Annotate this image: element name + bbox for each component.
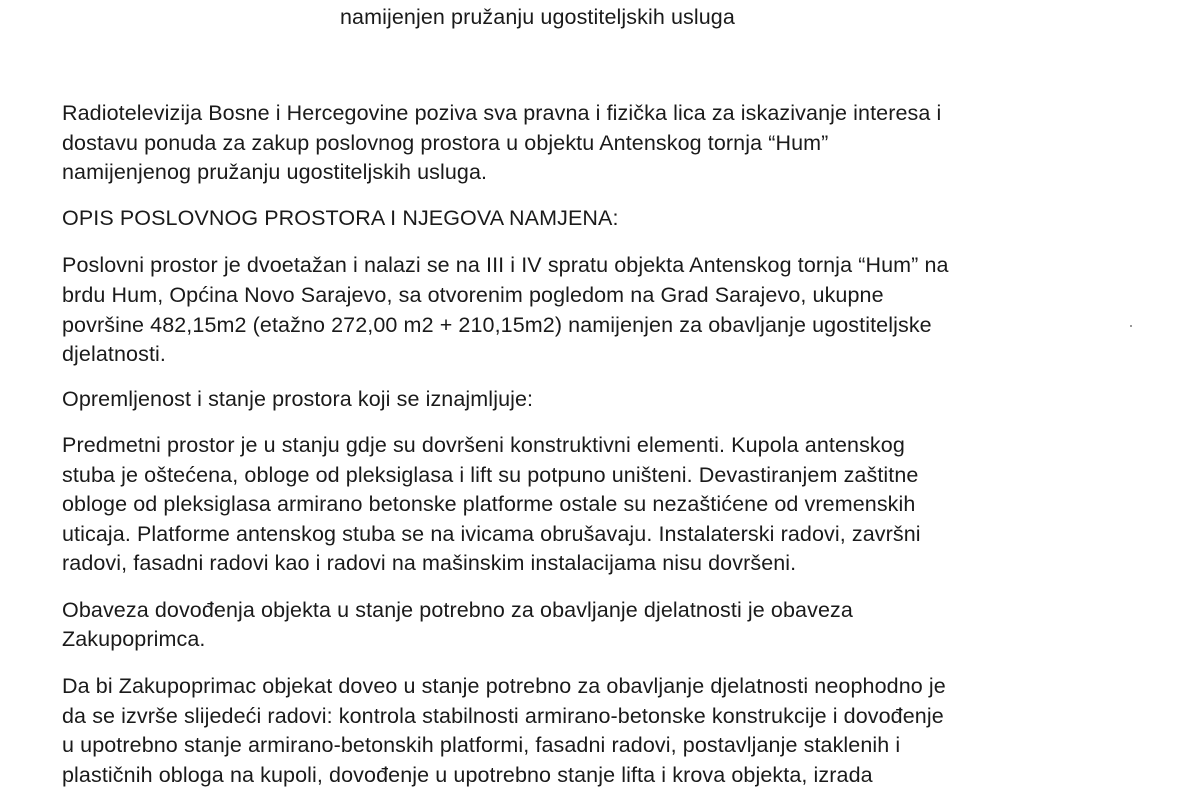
text-line: Da bi Zakupoprimac objekat doveo u stanje potrebno za obavljanje djelatnosti neophodno je xyxy=(62,674,946,698)
text-line: plastičnih obloga na kupoli, dovođenje u upotrebno stanje lifta i krova objekta, izrada xyxy=(62,763,873,787)
text-line: površine 482,15m2 (etažno 272,00 m2 + 210,15m2) namijenjen za obavljanje ugostiteljske xyxy=(62,313,932,337)
text-line: Obaveza dovođenja objekta u stanje potrebno za obavljanje djelatnosti je obaveza xyxy=(62,598,853,622)
scan-speck xyxy=(1130,325,1132,327)
text-line: namijenjenog pružanju ugostiteljskih usluga. xyxy=(62,160,488,184)
text-line: u upotrebno stanje armirano-betonskih platformi, fasadni radovi, postavljanje staklenih i xyxy=(62,733,901,757)
text-line: uticaja. Platforme antenskog stuba se na ivicama obrušavaju. Instalaterski radovi, završni xyxy=(62,522,921,546)
text-line: Poslovni prostor je dvoetažan i nalazi se na III i IV spratu objekta Antenskog tornja “Hum” na xyxy=(62,253,949,277)
subheading-equipment: Opremljenost i stanje prostora koji se iznajmljuje: xyxy=(62,387,534,411)
section-heading: OPIS POSLOVNOG PROSTORA I NJEGOVA NAMJENA: xyxy=(62,206,619,230)
text-line: da se izvrše slijedeći radovi: kontrola stabilnosti armirano-betonske konstrukcije i dovođenje xyxy=(62,704,944,728)
text-line: djelatnosti. xyxy=(62,342,166,366)
document-heading: namijenjen pružanju ugostiteljskih usluga xyxy=(340,5,735,29)
text-line: brdu Hum, Općina Novo Sarajevo, sa otvorenim pogledom na Grad Sarajevo, ukupne xyxy=(62,283,884,307)
text-line: stuba je oštećena, obloge od pleksiglasa i lift su potpuno uništeni. Devastiranjem zaštitne xyxy=(62,463,919,487)
text-line: Radiotelevizija Bosne i Hercegovine poziva sva pravna i fizička lica za iskazivanje interesa i xyxy=(62,101,942,125)
text-line: obloge od pleksiglasa armirano betonske platforme ostale su nezaštićene od vremenskih xyxy=(62,492,916,516)
text-line: dostavu ponuda za zakup poslovnog prostora u objektu Antenskog tornja “Hum” xyxy=(62,131,829,155)
text-line: Zakupoprimca. xyxy=(62,627,206,651)
text-line: radovi, fasadni radovi kao i radovi na mašinskim instalacijama nisu dovršeni. xyxy=(62,551,797,575)
text-line: Predmetni prostor je u stanju gdje su dovršeni konstruktivni elementi. Kupola antenskog xyxy=(62,433,905,457)
